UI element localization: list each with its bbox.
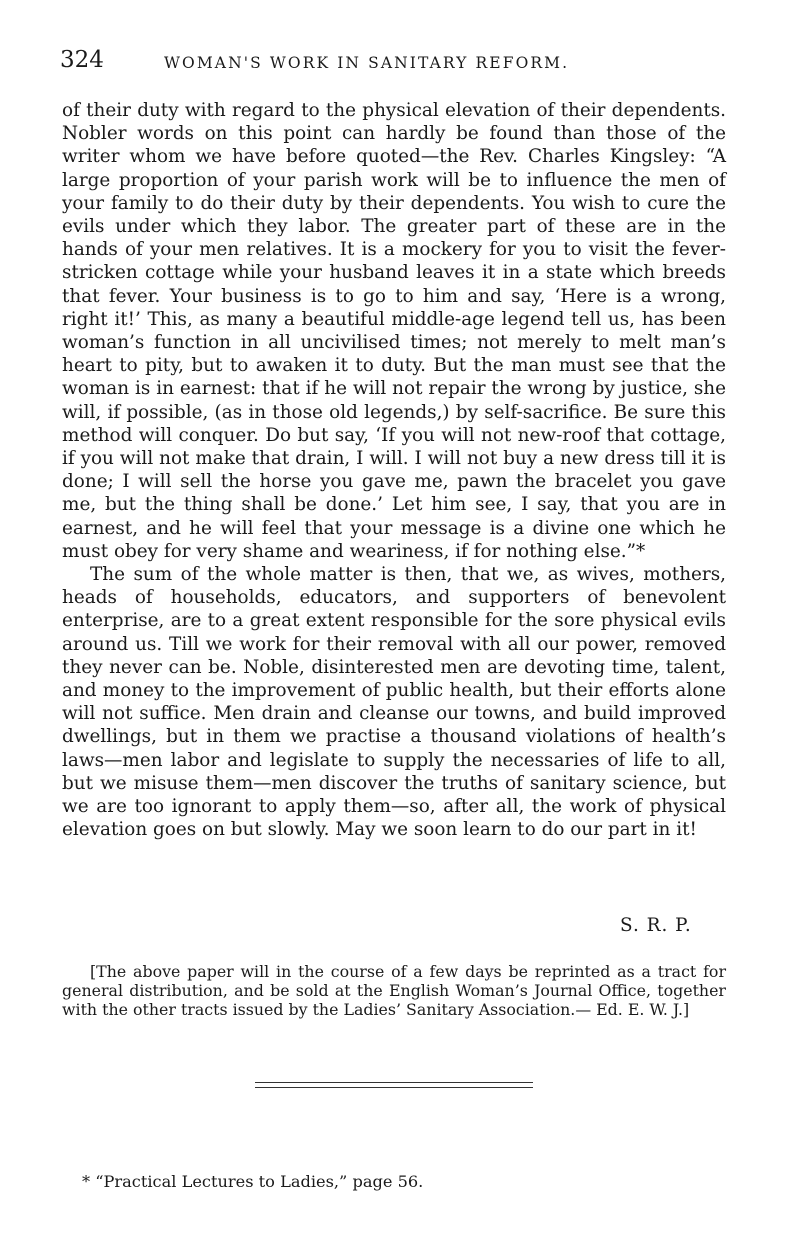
main-text xyxy=(62,99,726,842)
running-title: WOMAN'S WORK IN SANITARY REFORM. xyxy=(164,54,570,72)
footnote: * “Practical Lectures to Ladies,” page 56. xyxy=(82,1172,424,1191)
section-divider-bottom xyxy=(255,1087,533,1088)
paragraph-continuation: of their duty with regard to the physical elevation of their dependents. Nobler words on this point can hardly be found than those of the writer whom we have before quoted—the Rev. Charles Kingsley: “A large proportion of your parish work will be to influence the men of your family to do their duty by their dependents. You wish to cure the evils under which they labor. The greater part of these are in the hands of your men relatives. It is a mockery for you to visit the fever-stricken cottage while your husband leaves it in a state which breeds that fever. Your business is to go to him and say, ‘Here is a wrong, right it!’ This, as many a beautiful middle-age legend tell us, has been woman’s function in all uncivilised times; not merely to melt man’s heart to pity, but to awaken it to duty. But the man must see that the woman is in earnest: that if he will not repair the wrong by justice, she will, if possible, (as in those old legends,) by self-sacrifice. Be sure this method will conquer. Do but say, ‘If you will not new-roof that cottage, if you will not make that drain, I will. I will not buy a new dress till it is done; I will sell the horse you gave me, pawn the bracelet you gave me, but the thing shall be done.’ Let him see, I say, that you are in earnest, and he will feel that your message is a divine one which he must obey for very shame and weariness, if for nothing else.”* xyxy=(62,100,726,562)
editor-note xyxy=(62,962,726,1019)
page-number: 324 xyxy=(60,47,104,73)
running-head xyxy=(60,46,740,76)
editor-note-text: [The above paper will in the course of a few days be reprinted as a tract for general distribution, and be sold at the English Woman’s Journal Office, together with the other tracts issued by the Ladies’ Sanitary Association.— Ed. E. W. J.] xyxy=(62,962,726,1019)
author-signature: S. R. P. xyxy=(620,915,692,936)
section-divider-top xyxy=(255,1082,533,1083)
paragraph-conclusion: The sum of the whole matter is then, that we, as wives, mothers, heads of households, educators, and supporters of benevolent enterprise, are to a great extent responsible for the sore physical evils around us. Till we work for their removal with all our power, removed they never can be. Noble, disinterested men are devoting time, talent, and money to the improvement of public health, but their efforts alone will not suffice. Men drain and cleanse our towns, and build improved dwellings, but in them we practise a thousand violations of health’s laws—men labor and legislate to supply the necessaries of life to all, but we misuse them—men discover the truths of sanitary science, but we are too ignorant to apply them—so, after all, the work of physical elevation goes on but slowly. May we soon learn to do our part in it! xyxy=(62,564,726,841)
